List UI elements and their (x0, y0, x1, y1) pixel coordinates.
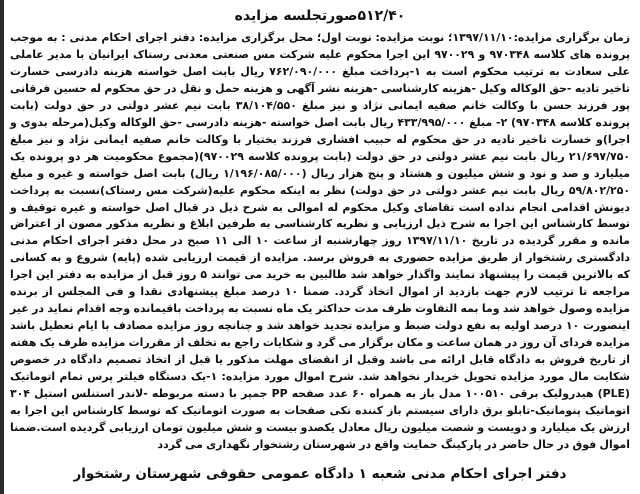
notice-paragraph: زمان برگزاری مزایده:۱۳۹۷/۱۱/۱۰؛ نوبت مزایده: نوبت اول؛ محل برگزاری مزایده: دفتر اجرای احکام مدنی : به موجب پرونده های کلاسه ۹۷۰۳۴۸ و ۹۷۰۰۲۹ این اجرا محکوم علیه شرکت مس صنعتی معدنی رستاک ایرانیان با مدیر عاملی علی سعادت به ترتیب محکوم است به ۱-پرداخت مبلغ ۷۶۲/۰۹۰/۰۰۰ ریال بابت اصل خواسته هزینه دادرسی خسارت تاخیر تادیه -حق الوکاله وکیل -هزینه کارشناسی -هزینه نشر آگهی و هزینه حمل و نقل در حق محکوم له حسین فرقانی پور فرزند حسن با وکالت خانم صفیه ایمانی نژاد و نیز مبلغ ۳۸/۱۰۴/۵۵۰ بابت نیم عشر دولتی در حق دولت (بابت پرونده کلاسه ۹۷۰۳۴۸) ۲- مبلغ ۴۳۳/۹۹۵/۰۰۰ ریال بابت اصل خواسته -هزینه دادرسی -حق الوکاله وکیل(مرحله بدوی و اجرا)و خسارت تاخیر تادیه در حق محکوم له حبیب افشاری فرزند بختیار با وکالت خانم صفیه ایمانی نژاد و نیز مبلغ ۲۱/۶۹۷/۷۵۰ ریال بابت نیم عشر دولتی در حق دولت (بابت پرونده کلاسه ۹۷۰۰۲۹)(مجموع محکومیت هر دو پرونده یک میلیارد و صد و نود و شش میلیون و هشتاد و پنج هزار ریال (۱/۱۹۶/۰۸۵/۰۰۰ ریال) بابت اصل خواسته و غیره و مبلغ ۵۹/۸۰۲/۲۵۰ ریال بابت نیم عشر دولتی در حق دولت) نظر به اینکه محکوم علیه(شرکت مس رستاک)نسبت به پرداخت دیونش اقدامی انجام نداده است تقاضای وکیل محکوم له اموالی به شرح ذیل در قبال اصل خواسته و غیره توقیف و توسط کارشناس این اجرا به شرح ذیل ارزیابی و نظریه کارشناسی به طرفین ابلاغ و نظریه مذکور مصون از اعتراض مانده و مقرر گردیده در تاریخ ۱۳۹۷/۱۱/۱۰ روز چهارشنبه از ساعت ۱۰ الی ۱۱ صبح در محل دفتر اجرای احکام مدنی دادگستری رشتخوار از طریق مزایده حضوری به فروش برسد. مزایده از قیمت ارزیابی شده (پایه) شروع و به کسانی که بالاترین قیمت را پیشنهاد نمایند واگذار خواهد شد طالبین به خرید می توانند ۵ روز قبل از مزایده به دفتر این اجرا مراجعه تا ترتیب لازم جهت بازدید از اموال اتخاذ گردد. ضمنا ۱۰ درصد مبلغ پیشنهادی نقدا و فی المجلس از برنده مزایده وصول خواهد شد وما بمه التفاوت ظرف مدت حداکثر یک ماه نسبت به پرداخت باقیمانده وجه اقدام نماید در غیر اینصورت ۱۰ درصد اولیه به نفع دولت ضبط و مزایده تجدید خواهد شد و چنانچه روز مزایده مصادف با ایام تعطیل باشد مزایده فردای آن روز در همان ساعت و مکان برگزار می گرد و شکایات راجع به تخلف از مقررات مزایده ظرف یک هفته از تاریخ فروش به دادگاه قابل ارائه می باشد وقبل از انقضای مهلت مذکور یا قبل از اتخاذ تصمیم دادگاه در خصوص شکایت مال مورد مزایده تحویل خریدار نخواهد شد. شرح اموال مورد مزایده: ۱-یک دستگاه فیلتر پرس تمام اتوماتیک (PLE) هیدرولیک برقی ۱۰۰۵۱۰ مدل باز به همراه ۶۰ عدد صفحه PP جمپر با دسته مربوطه -لاندر استنلس استیل ۳۰۴ اتوماتیک پنوماتیک-تابلو برق دارای سیستم باز کننده تکی صفحات به صورت اتوماتیک که توسط کارشناس این اجرا به ارزش یک میلیارد و دویست و شصت میلیون ریال معادل یکصدو بیست و شش میلیون تومان ارزیابی گردیده است.ضمنا اموال فوق در حال حاضر در پارکینگ حمایت واقع در شهرستان رشتخوار نگهداری می گردد (10, 31, 630, 451)
notice-body (10, 30, 630, 454)
page-edge-bar (0, 0, 4, 494)
notice-title: ۵۱۲/۴۰صورتجلسه مزایده (234, 8, 406, 24)
notice-footer: دفتر اجرای احکام مدنی شعبه ۱ دادگاه عمومی حقوقی شهرستان رشتخوار (73, 466, 567, 482)
